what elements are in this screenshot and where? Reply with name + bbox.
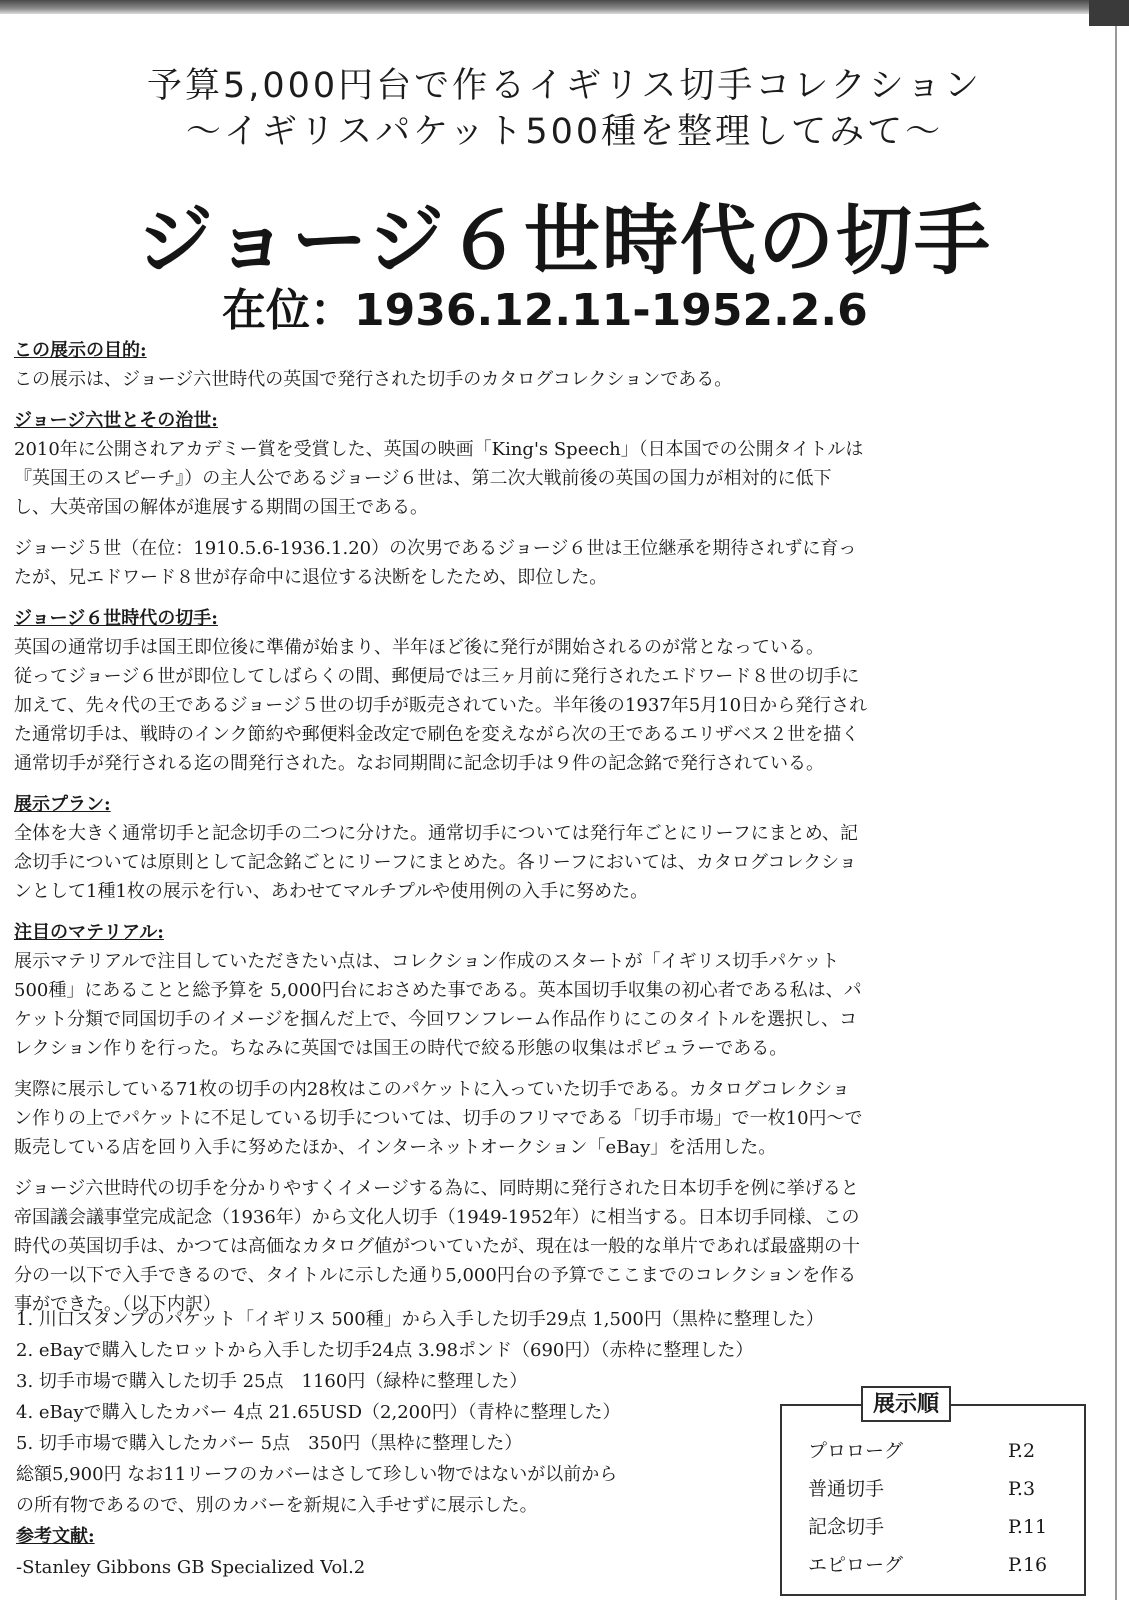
exhibit-order-label: エピローグ <box>808 1554 904 1576</box>
list-item: 1. 川口スタンプのパケット「イギリス 500種」から入手した切手29点 1,500円（黒枠に整理した） <box>16 1309 824 1330</box>
paragraph-line: ンとして1種1枚の展示を行い、あわせてマルチプルや使用例の入手に努めた。 <box>14 881 649 902</box>
paragraph-line: レクション作りを行った。ちなみに英国では国王の時代で絞る形態の収集はポピュラーである。 <box>14 1038 788 1059</box>
paragraph-line: 従ってジョージ６世が即位してしばらくの間、郵便局では三ヶ月前に発行されたエドワード８世の切手に <box>14 666 860 687</box>
exhibit-order-label: 記念切手 <box>808 1516 885 1538</box>
paragraph-line: 通常切手が発行される迄の間発行された。なお同期間に記念切手は９件の記念銘で発行されている。 <box>14 753 824 774</box>
paragraph-line: 時代の英国切手は、かつては高価なカタログ値がついていたが、現在は一般的な単片であれば最盛期の十 <box>14 1236 860 1257</box>
paragraph-line: 英国の通常切手は国王即位後に準備が始まり、半年ほど後に発行が開始されるのが常となっている。 <box>14 637 824 658</box>
list-item: 2. eBayで購入したロットから入手した切手24点 3.98ポンド（690円）（赤枠に整理した） <box>16 1340 754 1361</box>
paragraph-line: 事ができた。（以下内訳） <box>14 1294 221 1315</box>
references-heading: 参考文献: <box>16 1526 95 1547</box>
paragraph-line: 加えて、先々代の王であるジョージ５世の切手が販売されていた。半年後の1937年5月10日から発行され <box>14 695 868 716</box>
body-text <box>14 336 1094 1319</box>
exhibit-order-page: P.2 <box>1008 1440 1036 1462</box>
reference-item: -Stanley Gibbons GB Specialized Vol.2 <box>16 1557 366 1578</box>
exhibit-order-page: P.3 <box>1008 1478 1036 1500</box>
exhibit-order-page: P.16 <box>1008 1554 1048 1576</box>
exhibit-order-box <box>780 1391 1086 1596</box>
total-line: の所有物であるので、別のカバーを新規に入手せずに展示した。 <box>16 1495 538 1516</box>
paragraph-line: ケット分類で同国切手のイメージを掴んだ上で、今回ワンフレーム作品作りにこのタイトルを選択し、コ <box>14 1009 858 1030</box>
section-heading-plan: 展示プラン: <box>14 794 111 815</box>
paragraph-line: 分の一以下で入手できるので、タイトルに示した通り5,000円台の予算でここまでのコレクションを作る <box>14 1265 857 1286</box>
paragraph-line: 帝国議会議事堂完成記念（1936年）から文化人切手（1949-1952年）に相当する。日本切手同様、この <box>14 1207 860 1228</box>
paragraph-line: た通常切手は、戦時のインク節約や郵便料金改定で刷色を変えながら次の王であるエリザベス２世を描く <box>14 724 860 745</box>
exhibit-order-row <box>808 1512 1068 1542</box>
exhibit-order-title: 展示順 <box>861 1386 951 1422</box>
cost-breakdown-list <box>16 1304 824 1583</box>
section-heading-reign: ジョージ六世とその治世: <box>14 410 218 431</box>
page-title: ジョージ６世時代の切手 <box>137 196 992 285</box>
scan-top-edge <box>0 0 1129 14</box>
exhibit-order-row <box>808 1436 1068 1466</box>
exhibit-order-page: P.11 <box>1008 1516 1048 1538</box>
section-heading-stamps: ジョージ６世時代の切手: <box>14 608 218 629</box>
list-item: 3. 切手市場で購入した切手 25点 1160円（緑枠に整理した） <box>16 1371 528 1392</box>
section-heading-purpose: この展示の目的: <box>14 340 147 361</box>
exhibit-order-row <box>808 1550 1068 1580</box>
paragraph-line: たが、兄エドワード８世が存命中に退位する決断をしたため、即位した。 <box>14 567 608 588</box>
paragraph-line: 『英国王のスピーチ』）の主人公であるジョージ６世は、第二次大戦前後の英国の国力が相対的に低下 <box>14 468 832 489</box>
paragraph-line: ン作りの上でパケットに不足している切手については、切手のフリマである「切手市場」で一枚10円～で <box>14 1108 863 1129</box>
paragraph-line: 2010年に公開されアカデミー賞を受賞した、英国の映画「King's Speech」（日本国での公開タイトルは <box>14 439 864 460</box>
paragraph-line: ジョージ六世時代の切手を分かりやすくイメージする為に、同時期に発行された日本切手を例に挙げると <box>14 1178 859 1199</box>
paragraph-line: 販売している店を回り入手に努めたほか、インターネットオークション「eBay」を活用した。 <box>14 1137 777 1158</box>
paragraph-line: 展示マテリアルで注目していただきたい点は、コレクション作成のスタートが「イギリス切手パケット <box>14 951 840 972</box>
exhibit-order-label: 普通切手 <box>808 1478 885 1500</box>
exhibit-order-row <box>808 1474 1068 1504</box>
list-item: 5. 切手市場で購入したカバー 5点 350円（黒枠に整理した） <box>16 1433 523 1454</box>
paragraph-line: 全体を大きく通常切手と記念切手の二つに分けた。通常切手については発行年ごとにリーフにまとめ、記 <box>14 823 859 844</box>
paragraph-line: この展示は、ジョージ六世時代の英国で発行された切手のカタログコレクションである。 <box>14 369 733 390</box>
paragraph-line: 実際に展示している71枚の切手の内28枚はこのパケットに入っていた切手である。カタログコレクショ <box>14 1079 850 1100</box>
paragraph-line: 500種」にあることと総予算を 5,000円台におさめた事である。英本国切手収集の初心者である私は、パ <box>14 980 862 1001</box>
paragraph-line: ジョージ５世（在位：1910.5.6-1936.1.20）の次男であるジョージ６世は王位継承を期待されずに育っ <box>14 538 857 559</box>
list-item: 4. eBayで購入したカバー 4点 21.65USD（2,200円）（青枠に整理した） <box>16 1402 621 1423</box>
reign-dates: 在位：1936.12.11-1952.2.6 <box>222 285 868 336</box>
section-heading-material: 注目のマテリアル: <box>14 922 164 943</box>
paragraph-line: 念切手については原則として記念銘ごとにリーフにまとめた。各リーフにおいては、カタログコレクショ <box>14 852 857 873</box>
subtitle-line-2: ～イギリスパケット500種を整理してみて～ <box>185 112 944 152</box>
subtitle-line-1: 予算5,000円台で作るイギリス切手コレクション <box>146 66 983 106</box>
total-line: 総額5,900円 なお11リーフのカバーはさして珍しい物ではないが以前から <box>16 1464 618 1485</box>
exhibit-order-label: プロローグ <box>808 1440 904 1462</box>
scan-corner-shadow <box>1089 0 1129 26</box>
paragraph-line: し、大英帝国の解体が進展する期間の国王である。 <box>14 497 428 518</box>
